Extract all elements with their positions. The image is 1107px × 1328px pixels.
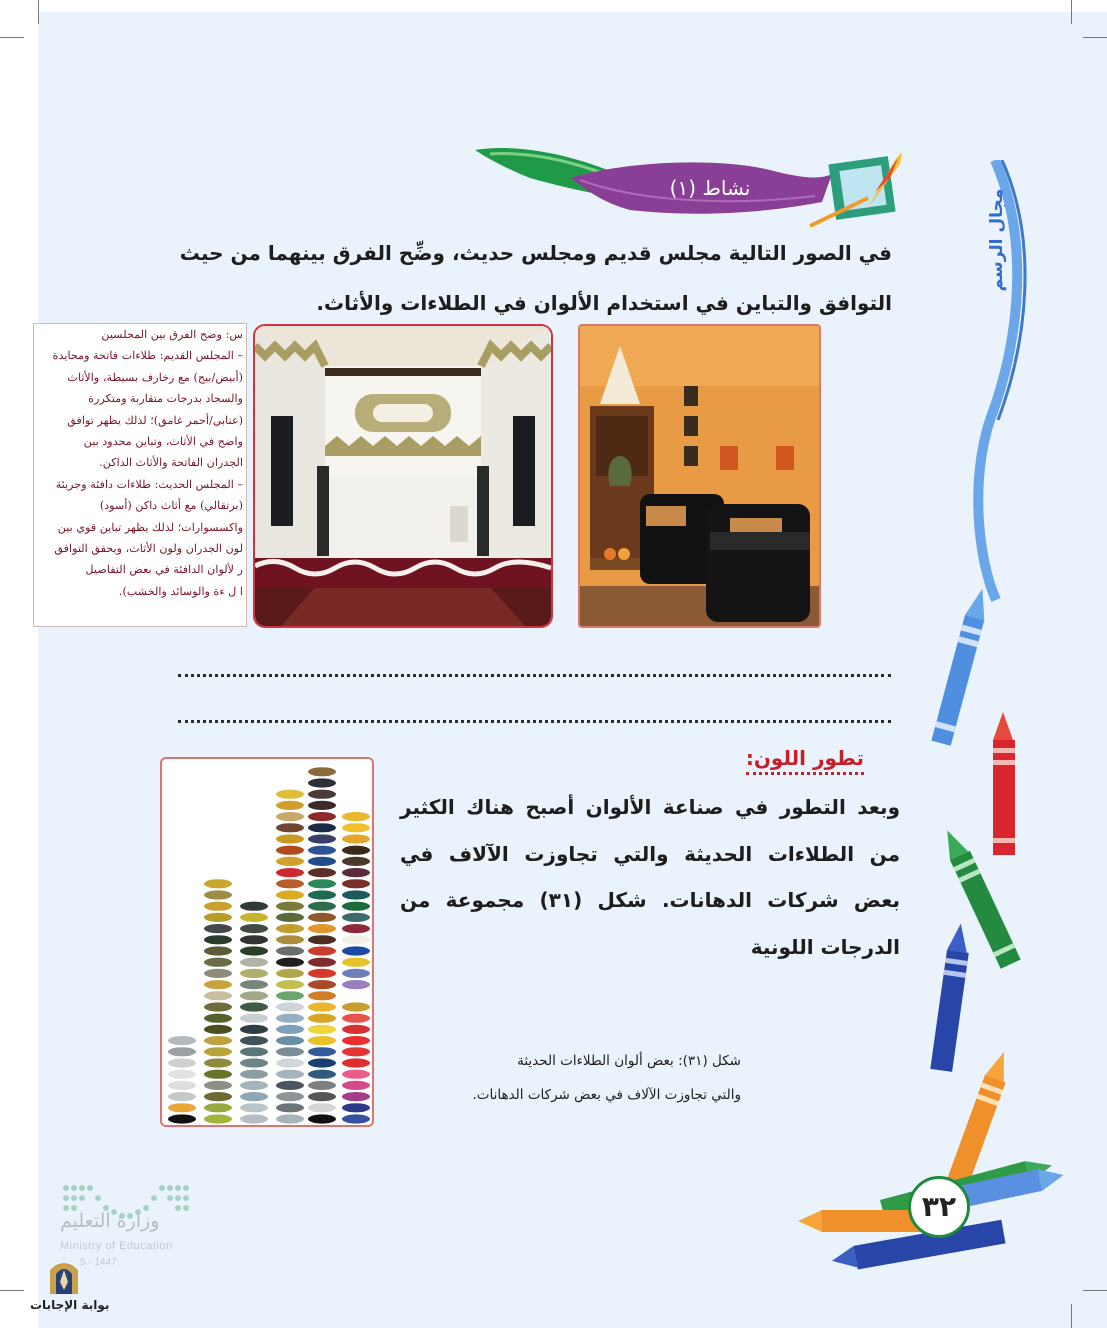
paint-swatch: [308, 823, 336, 832]
paint-swatch: [276, 823, 304, 832]
paint-swatch: [308, 778, 336, 787]
paint-swatch: [342, 1058, 370, 1067]
paint-swatch: [308, 801, 336, 810]
paint-swatch: [204, 946, 232, 955]
paint-swatch: [308, 1002, 336, 1011]
paint-swatch: [308, 834, 336, 843]
answer-line: الجدران الفاتحة والأثاث الداكن.: [99, 456, 243, 470]
paint-swatch: [308, 913, 336, 922]
answer-line: واضح في الأثاث، وتباين محدود بين: [83, 435, 243, 449]
old-majlis-photo: [253, 324, 553, 628]
paint-swatch: [204, 991, 232, 1000]
paint-swatch: [204, 969, 232, 978]
paint-swatch: [308, 1070, 336, 1079]
paint-swatch: [342, 823, 370, 832]
paint-swatch: [240, 1092, 268, 1101]
paint-swatch: [308, 1103, 336, 1112]
paint-swatch: [276, 969, 304, 978]
paint-swatch: [308, 890, 336, 899]
paint-swatch: [204, 980, 232, 989]
paint-swatch: [240, 1025, 268, 1034]
crop-mark: [1083, 1290, 1107, 1291]
paint-swatch: [342, 1014, 370, 1023]
caption-line-1: شكل (٣١): بعض ألوان الطلاءات الحديثة: [517, 1053, 741, 1069]
crop-mark: [1083, 37, 1107, 38]
paint-swatch: [204, 1070, 232, 1079]
crop-mark: [1071, 1304, 1072, 1328]
paint-swatch: [204, 1014, 232, 1023]
paint-swatch: [168, 1092, 196, 1101]
answer-line: (أبيض/بيج) مع زخارف بسيطة، والأثاث: [67, 370, 243, 384]
paint-swatch: [168, 1103, 196, 1112]
page-number: ٣٢: [908, 1176, 970, 1238]
ministry-name-ar: وزارة التعليم: [60, 1210, 160, 1232]
paint-swatch: [204, 879, 232, 888]
paint-swatch: [308, 969, 336, 978]
field-title: مجال الرسم: [987, 188, 1007, 292]
paint-swatch: [342, 946, 370, 955]
paint-swatch: [342, 991, 370, 1000]
paint-swatch: [276, 958, 304, 967]
paint-swatch: [308, 1081, 336, 1090]
paint-swatch: [276, 935, 304, 944]
caption-line-2: والتي تجاوزت الآلاف في بعض شركات الدهانات.: [472, 1087, 741, 1103]
answer-line: (برتقالي) مع أثاث داكن (أسود): [99, 499, 243, 513]
paint-swatch: [204, 1103, 232, 1112]
paint-swatch: [204, 1092, 232, 1101]
paint-swatch: [204, 1114, 232, 1123]
paint-swatch: [308, 958, 336, 967]
paint-swatch: [276, 991, 304, 1000]
paint-swatch: [204, 958, 232, 967]
paint-swatch: [240, 958, 268, 967]
paint-swatch: [308, 868, 336, 877]
paint-swatch: [308, 846, 336, 855]
paint-swatch: [276, 846, 304, 855]
blue-crayon-icon: [931, 586, 992, 746]
paint-swatch: [276, 1047, 304, 1056]
paint-swatch: [276, 980, 304, 989]
paint-swatch: [276, 1002, 304, 1011]
paint-swatch: [240, 980, 268, 989]
paint-swatch: [168, 1070, 196, 1079]
paint-swatch: [308, 857, 336, 866]
paint-swatch: [342, 1081, 370, 1090]
paint-swatch: [168, 1047, 196, 1056]
answer-dotted-line: [178, 674, 891, 677]
portal-label: بوابة الإجابات: [30, 1298, 110, 1312]
paint-swatch: [276, 812, 304, 821]
answer-line: والسجاد بدرجات متقاربة ومتكررة: [88, 392, 243, 406]
paint-swatch: [204, 1081, 232, 1090]
answer-line: واكسسوارات؛ لذلك يظهر تباين قوي بين: [57, 520, 243, 534]
ministry-year: 5 - 1447: [80, 1257, 117, 1268]
paint-swatch: [276, 946, 304, 955]
paint-swatch: [276, 857, 304, 866]
paint-swatch: [308, 1092, 336, 1101]
paint-swatch: [168, 1036, 196, 1045]
paint-swatch: [240, 946, 268, 955]
paint-swatch: [204, 1025, 232, 1034]
paint-swatch: [204, 913, 232, 922]
paint-swatch: [240, 1014, 268, 1023]
paint-swatch: [308, 1114, 336, 1123]
side-crayons-art: [790, 160, 1107, 1280]
paint-swatch: [308, 1047, 336, 1056]
paint-swatch: [240, 1047, 268, 1056]
paint-swatch: [342, 1114, 370, 1123]
paint-swatch: [240, 991, 268, 1000]
paint-swatch: [276, 890, 304, 899]
paint-swatch: [276, 834, 304, 843]
paint-swatch: [308, 879, 336, 888]
paint-swatch: [342, 902, 370, 911]
section-title: تطور اللون:: [746, 746, 864, 775]
paint-swatch: [342, 913, 370, 922]
paint-swatch: [276, 1025, 304, 1034]
paint-swatch: [276, 1081, 304, 1090]
paint-swatch: [276, 1070, 304, 1079]
paint-swatch: [342, 1070, 370, 1079]
paint-swatch: [342, 1103, 370, 1112]
paint-swatch: [204, 1036, 232, 1045]
paint-swatch: [276, 790, 304, 799]
navy-crayon-icon: [930, 922, 972, 1072]
answer-line: س: وضح الفرق بين المجلسين: [101, 328, 243, 341]
paint-swatch: [342, 1002, 370, 1011]
answer-line: – المجلس القديم: طلاءات فاتحة ومحايدة: [52, 349, 243, 363]
paint-swatch: [342, 1036, 370, 1045]
crop-mark: [0, 1290, 24, 1291]
paint-swatch: [308, 924, 336, 933]
paint-swatch: [308, 812, 336, 821]
paint-swatch: [276, 902, 304, 911]
paint-swatch: [240, 902, 268, 911]
paint-swatch: [240, 1002, 268, 1011]
paint-swatch: [342, 812, 370, 821]
paint-swatch: [308, 980, 336, 989]
activity-question: في الصور التالية مجلس قديم ومجلس حديث، وضِّح الفرق بينهما من حيث التوافق والتباين في استخدام الألوان في الطلاءات والأثاث.: [179, 241, 892, 315]
paint-swatch: [342, 857, 370, 866]
answer-line: ر لألوان الدافئة في بعض التفاصيل: [85, 563, 243, 577]
paint-swatch: [240, 1070, 268, 1079]
paint-swatch: [342, 969, 370, 978]
paint-swatch: [204, 1047, 232, 1056]
answer-box: [33, 323, 247, 627]
paint-swatch: [240, 969, 268, 978]
paint-swatch: [308, 1014, 336, 1023]
paint-swatch: [240, 1058, 268, 1067]
orange-crayon-icon: [947, 1049, 1015, 1186]
paint-swatch: [342, 868, 370, 877]
paint-swatch: [308, 767, 336, 776]
paint-swatch: [276, 868, 304, 877]
ministry-name-en: Ministry of Education: [60, 1240, 173, 1252]
paint-swatch: [168, 1081, 196, 1090]
paint-swatch: [276, 1103, 304, 1112]
paint-swatch: [204, 924, 232, 933]
paint-swatch: [308, 1036, 336, 1045]
section-body: وبعد التطور في صناعة الألوان أصبح هناك الكثير من الطلاءات الحديثة والتي تجاوزت الآلاف في بعض شركات الدهانات. شكل (٣١) مجموعة من الدرجات اللونية: [400, 795, 900, 959]
paint-swatch: [240, 1103, 268, 1112]
paint-swatch: [240, 1114, 268, 1123]
paint-swatch: [168, 1114, 196, 1123]
modern-majlis-photo: [578, 324, 821, 628]
paint-swatch: [240, 935, 268, 944]
portal-logo-icon: [46, 1256, 82, 1296]
paint-swatch: [308, 1058, 336, 1067]
answer-dotted-line: [178, 720, 891, 723]
figure-caption: [401, 1044, 741, 1112]
red-crayon-icon: [993, 712, 1015, 855]
paint-swatch: [308, 790, 336, 799]
paint-swatch: [240, 924, 268, 933]
paint-swatches-figure: [160, 757, 374, 1127]
paint-swatch: [342, 924, 370, 933]
paint-swatch: [342, 879, 370, 888]
paint-swatch: [342, 1047, 370, 1056]
answer-line: لون الجدران ولون الأثاث، ويحقق التوافق: [54, 542, 243, 556]
paint-swatch: [168, 1058, 196, 1067]
paint-swatch: [276, 1058, 304, 1067]
crop-mark: [1071, 0, 1072, 24]
crop-mark: [0, 37, 24, 38]
paint-swatch: [342, 980, 370, 989]
paint-swatch: [276, 879, 304, 888]
paint-swatch: [342, 1025, 370, 1034]
paint-swatch: [308, 1025, 336, 1034]
paint-swatch: [240, 1081, 268, 1090]
paint-swatch: [342, 935, 370, 944]
paint-swatch: [276, 801, 304, 810]
paint-swatch: [204, 1058, 232, 1067]
paint-swatch: [308, 935, 336, 944]
paint-swatch: [342, 1092, 370, 1101]
activity-label: نشاط (١): [669, 176, 751, 200]
answer-line: (عنابي/أحمر غامق)؛ لذلك يظهر توافق: [67, 413, 243, 427]
crop-mark: [38, 0, 39, 24]
paint-swatch: [308, 902, 336, 911]
paint-swatch: [276, 1114, 304, 1123]
paint-swatch: [240, 1036, 268, 1045]
paint-swatch: [308, 991, 336, 1000]
paint-swatch: [276, 924, 304, 933]
paint-swatch: [342, 890, 370, 899]
paint-swatch: [342, 846, 370, 855]
answer-line: – المجلس الحديث: طلاءات دافئة وجريئة: [55, 477, 243, 491]
paint-swatch: [204, 890, 232, 899]
paint-swatch: [276, 913, 304, 922]
paint-swatch: [308, 946, 336, 955]
paint-swatch: [342, 834, 370, 843]
paint-swatch: [276, 1014, 304, 1023]
paint-swatch: [204, 902, 232, 911]
paint-swatch: [276, 1036, 304, 1045]
paint-swatch: [342, 958, 370, 967]
paint-swatch: [240, 913, 268, 922]
paint-swatch: [276, 1092, 304, 1101]
paint-swatch: [204, 935, 232, 944]
answer-line: ا ل ءة والوسائد والخشب).: [118, 584, 243, 598]
paint-swatch: [204, 1002, 232, 1011]
